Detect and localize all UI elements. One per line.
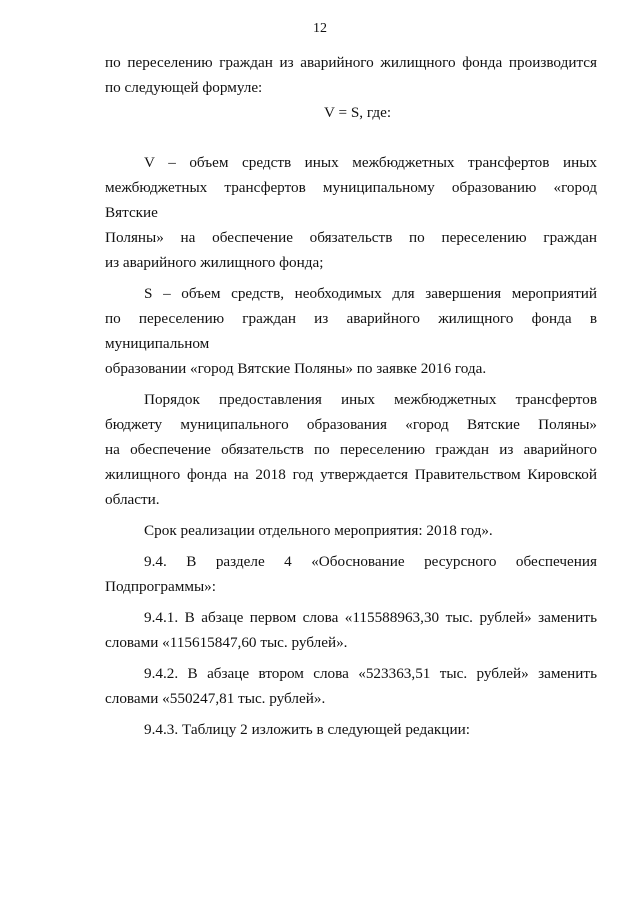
formula: V = S, где: [324,104,392,121]
v-definition-line-1: V – объем средств иных межбюджетных трансфертов иных [144,154,597,171]
section-9-4-1-line-1: 9.4.1. В абзаце первом слова «115588963,30 тыс. рублей» заменить [144,609,597,626]
order-line-4: жилищного фонда на 2018 год утверждается Правительством Кировской [105,466,597,483]
section-9-4-2-line-1: 9.4.2. В абзаце втором слова «523363,51 тыс. рублей» заменить [144,665,597,682]
section-9-4-3-line-1: 9.4.3. Таблицу 2 изложить в следующей редакции: [144,721,470,738]
section-9-4-line-1: 9.4. В разделе 4 «Обоснование ресурсного обеспечения [144,553,597,570]
document-body [105,50,597,742]
intro-line-1: по переселению граждан из аварийного жилищного фонда производится [105,54,597,71]
order-line-5: области. [105,491,160,508]
s-definition-line-3: образовании «город Вятские Поляны» по заявке 2016 года. [105,360,487,377]
section-9-4-1-line-2: словами «115615847,60 тыс. рублей». [105,634,348,651]
order-line-2: бюджету муниципального образования «город Вятские Поляны» [105,416,597,433]
formula-spacer [105,125,597,150]
order-line-1: Порядок предоставления иных межбюджетных трансфертов [144,391,597,408]
term-line: Срок реализации отдельного мероприятия: 2018 год». [144,522,493,539]
order-line-3: на обеспечение обязательств по переселению граждан из аварийного [105,441,597,458]
v-definition-line-3: Поляны» на обеспечение обязательств по переселению граждан [105,229,597,246]
v-definition-line-4: из аварийного жилищного фонда; [105,254,324,271]
v-definition-line-2: межбюджетных трансфертов муниципальному образованию «город Вятские [105,179,597,221]
s-definition-line-2: по переселению граждан из аварийного жилищного фонда в муниципальном [105,310,597,352]
s-definition-line-1: S – объем средств, необходимых для завершения мероприятий [144,285,597,302]
intro-line-2: по следующей формуле: [105,79,263,96]
page-number: 12 [313,21,327,36]
section-9-4-line-2: Подпрограммы»: [105,578,216,595]
section-9-4-2-line-2: словами «550247,81 тыс. рублей». [105,690,326,707]
